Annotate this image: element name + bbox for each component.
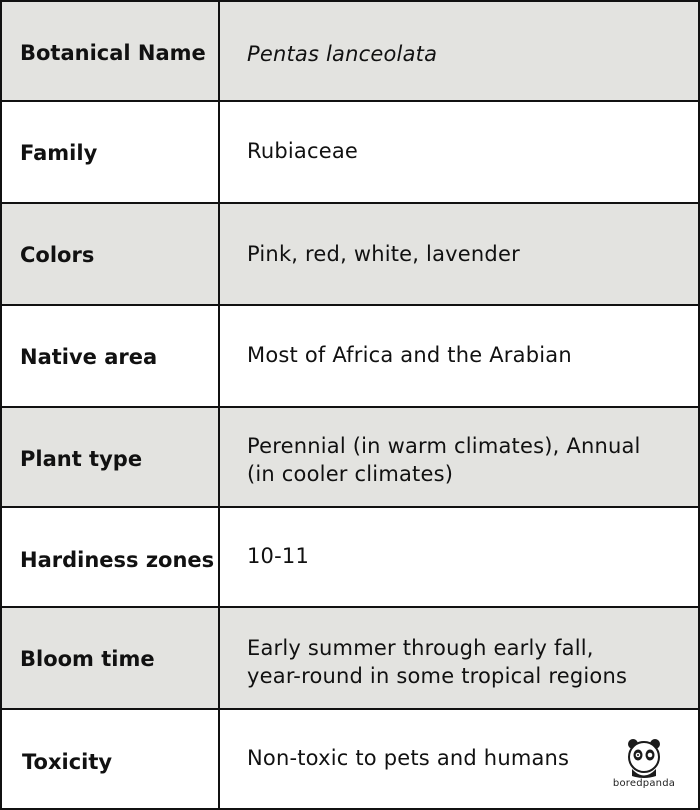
boredpanda-watermark (612, 736, 676, 792)
row-value: Most of Africa and the Arabian (247, 343, 572, 367)
row-label: Hardiness zones (20, 548, 215, 572)
table-row-toxicity (2, 710, 698, 808)
row-value: Pentas lanceolata (247, 42, 438, 66)
row-value: 10-11 (247, 544, 310, 568)
table-row-bloom-time (2, 608, 698, 708)
table-row-family (2, 102, 698, 202)
row-label: Native area (20, 345, 158, 369)
table-row-hardiness-zones (2, 508, 698, 606)
table-row-botanical-name (2, 2, 698, 100)
row-value-line-1: Early summer through early fall, (247, 636, 594, 660)
row-value: Non-toxic to pets and humans (247, 746, 570, 770)
row-value-line-1: Perennial (in warm climates), Annual (247, 434, 641, 458)
panda-icon (612, 736, 676, 780)
row-label: Colors (20, 243, 95, 267)
row-value: Pink, red, white, lavender (247, 242, 520, 266)
table-row-plant-type (2, 408, 698, 506)
table-row-colors (2, 204, 698, 304)
row-value: Rubiaceae (247, 139, 359, 163)
row-label: Family (20, 141, 98, 165)
row-label: Plant type (20, 447, 143, 471)
row-value-line-2: year-round in some tropical regions (247, 664, 628, 688)
table-row-native-area (2, 306, 698, 406)
row-value (247, 634, 647, 690)
column-divider (218, 2, 220, 808)
row-label: Botanical Name (20, 41, 206, 65)
row-label: Toxicity (22, 750, 113, 774)
row-value (247, 432, 647, 488)
row-label: Bloom time (20, 647, 155, 671)
watermark-text: boredpanda (612, 778, 676, 789)
row-value-line-2: (in cooler climates) (247, 462, 454, 486)
